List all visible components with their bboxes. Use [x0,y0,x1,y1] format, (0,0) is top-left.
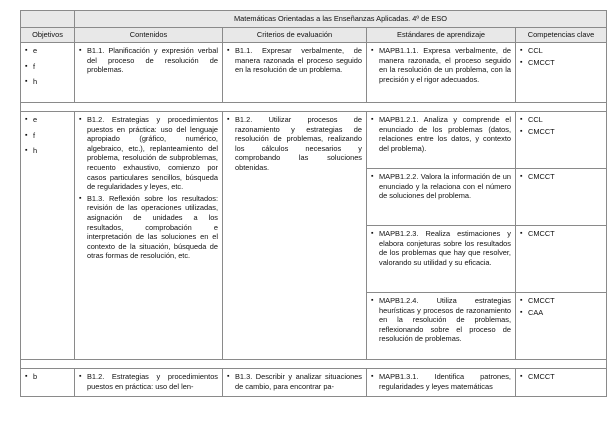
estandar-cell [367,43,516,103]
contenidos-cell [75,369,223,397]
competencias-cell [516,226,607,293]
list-item: ▪ CCL [520,115,602,125]
objetivos-cell [21,369,75,397]
list-item: ▪ CMCCT [520,229,602,239]
header-estandares: Estándares de aprendizaje [367,28,516,43]
criterio-cell [223,43,367,103]
criterio-cell [223,369,367,397]
list-item: ▪ B1.2. Estrategias y procedimientos puestos en práctica: uso del len- [79,372,218,391]
objetivos-list [25,46,70,87]
header-objetivos: Objetivos [21,28,75,43]
list-item: ▪ MAPB1.2.2. Valora la información de un enunciado y la relaciona con el número de soluciones del problema. [371,172,511,201]
estandar-cell [367,293,516,360]
list-item: ▪ CMCCT [520,296,602,306]
table-row-block3 [21,369,607,397]
table-row-block2 [21,112,607,169]
list-item: ▪ B1.1. Expresar verbalmente, de manera razonada el proceso seguido en la resolución de un problema. [227,46,362,75]
header-criterios: Criterios de evaluación [223,28,367,43]
table-row-block1 [21,43,607,103]
estandar-cell [367,169,516,226]
competencias-cell [516,43,607,103]
list-item: ▪ MAPB1.2.1. Analiza y comprende el enunciado de los problemas (datos, relaciones entre los datos, y contexto del problema). [371,115,511,153]
estandar-cell [367,112,516,169]
list-item: ▪ B1.2. Utilizar procesos de razonamiento y estrategias de resolución de problemas, realizando los cálculos necesarios y comprobando las soluciones obtenidas. [227,115,362,173]
list-item: ▪ B1.3. Describir y analizar situaciones de cambio, para encontrar pa- [227,372,362,391]
contenidos-cell [75,112,223,360]
list-item: ▪ CCL [520,46,602,56]
header-competencias: Competencias clave [516,28,607,43]
list-item: ▪ CMCCT [520,127,602,137]
criterio-cell [223,112,367,360]
contenidos-cell [75,43,223,103]
list-item: ▪ MAPB1.3.1. Identifica patrones, regularidades y leyes matemáticas [371,372,511,391]
estandar-cell [367,369,516,397]
list-item: ▪ CMCCT [520,58,602,68]
list-item: ▪ f [25,131,70,141]
list-item: ▪ MAPB1.2.4. Utiliza estrategias heurísticas y procesos de razonamiento en la resolución de problemas, reflexionando sobre el proceso de resolución de problemas. [371,296,511,344]
header-contenidos: Contenidos [75,28,223,43]
list-item: ▪ b [25,372,70,382]
curriculum-table-page [20,10,606,397]
list-item: ▪ f [25,62,70,72]
column-header-row [21,28,607,43]
list-item: ▪ B1.2. Estrategias y procedimientos puestos en práctica: uso del lenguaje apropiado (gráfico, numérico, algebraico, etc.), replanteamiento del problema, resolución de subproblemas, recuento exhaustivo, comienzo por casos particulares sencillos, búsqueda de regularidades y leyes, etc. [79,115,218,192]
spacer-row [21,103,607,112]
table-title-row [21,11,607,28]
competencias-cell [516,169,607,226]
competencias-cell [516,293,607,360]
competencias-cell [516,112,607,169]
list-item: ▪ h [25,146,70,156]
list-item: ▪ MAPB1.1.1. Expresa verbalmente, de manera razonada, el proceso seguido en la resolución de un problema, con la precisión y el rigor adecuados. [371,46,511,84]
list-item: ▪ e [25,46,70,56]
list-item: ▪ B1.1. Planificación y expresión verbal del proceso de resolución de problemas. [79,46,218,75]
list-item: ▪ CMCCT [520,172,602,182]
list-item: ▪ CMCCT [520,372,602,382]
list-item: ▪ CAA [520,308,602,318]
list-item: ▪ h [25,77,70,87]
spacer-row [21,360,607,369]
list-item: ▪ e [25,115,70,125]
table-title-spacer [21,11,75,28]
list-item: ▪ MAPB1.2.3. Realiza estimaciones y elabora conjeturas sobre los resultados de los problemas que hay que resolver, valorando su utilidad y su eficacia. [371,229,511,267]
table-title: Matemáticas Orientadas a las Enseñanzas Aplicadas. 4º de ESO [75,11,607,28]
curriculum-table [20,10,607,397]
estandar-cell [367,226,516,293]
objetivos-cell [21,43,75,103]
objetivos-cell [21,112,75,360]
competencias-cell [516,369,607,397]
list-item: ▪ B1.3. Reflexión sobre los resultados: revisión de las operaciones utilizadas, asignación de unidades a los resultados, comprobación e interpretación de las soluciones en el contexto de la situación, búsqueda de otras formas de resolución, etc. [79,194,218,261]
